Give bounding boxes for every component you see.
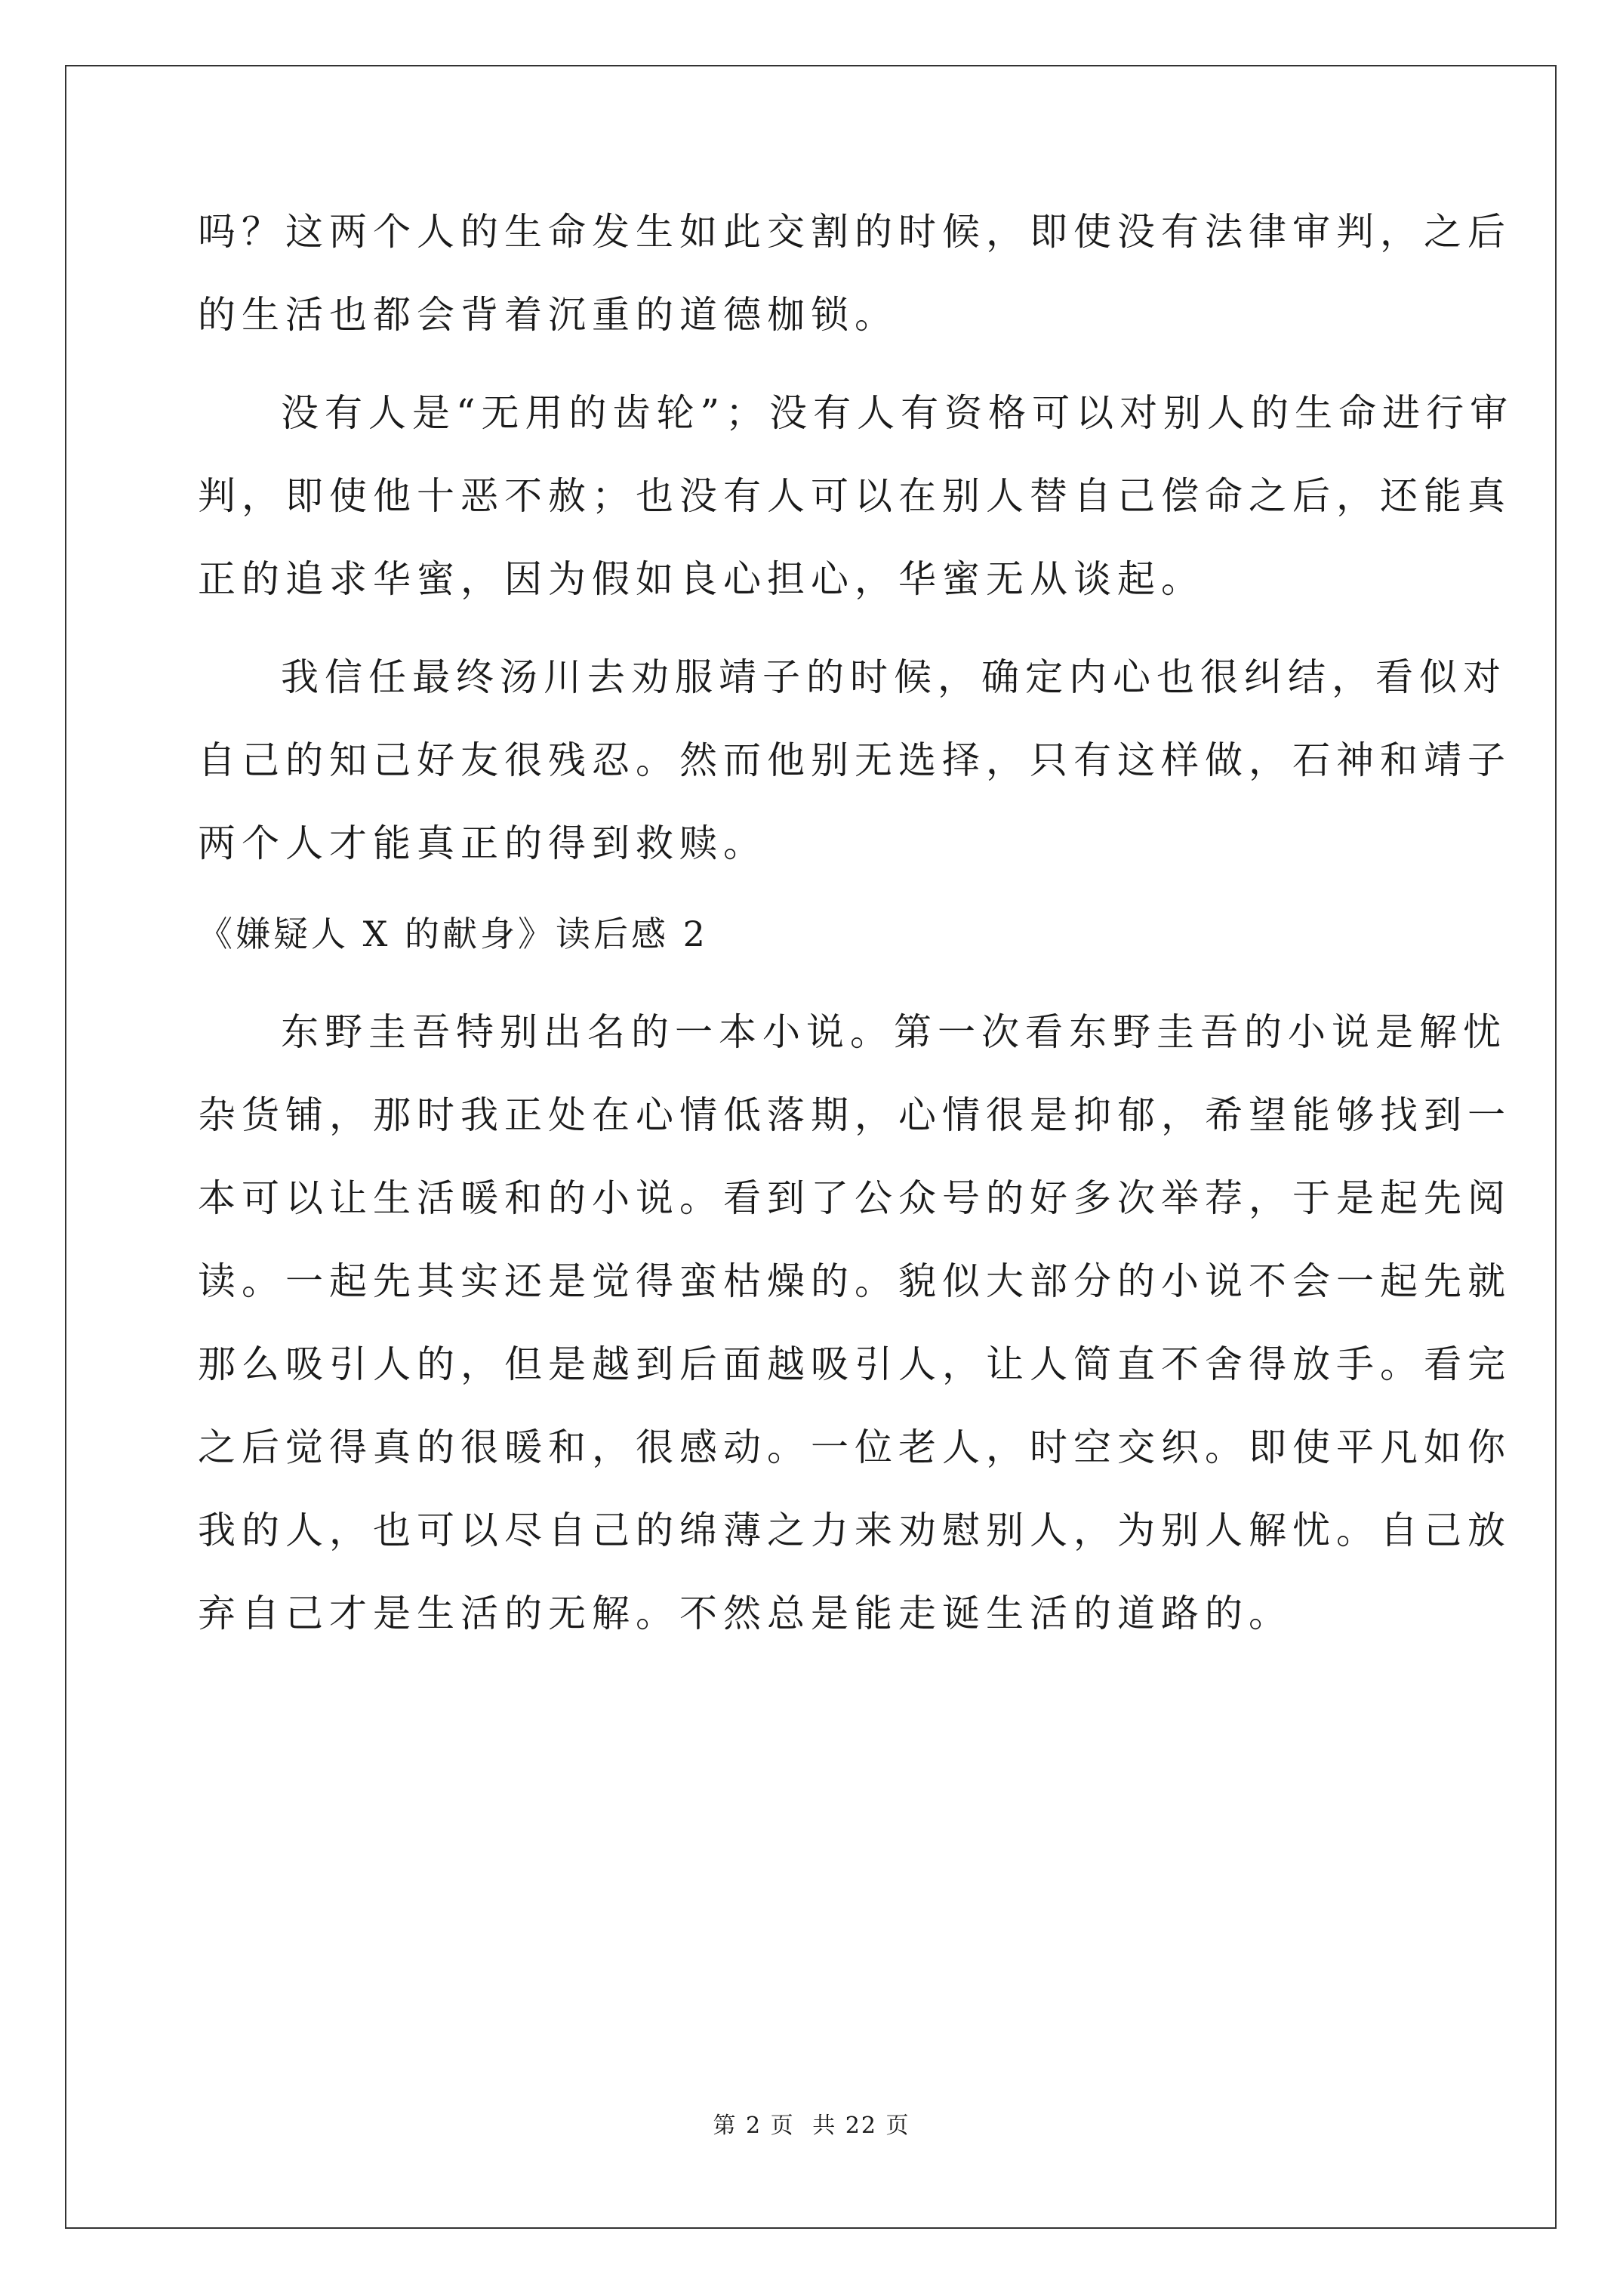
text-line: 那么吸引人的，但是越到后面越吸引人，让人简直不舍得放手。看完	[198, 1342, 1511, 1386]
page-number: 第 2 页	[713, 2113, 795, 2139]
text-line: 的生活也都会背着沉重的道德枷锁。	[198, 293, 898, 337]
page-footer	[0, 2111, 1623, 2141]
text-line: 弃自己才是生活的无解。不然总是能走诞生活的道路的。	[198, 1592, 1292, 1635]
paragraph-start-line: 我信任最终汤川去劝服靖子的时候，确定内心也很纠结，看似对	[281, 655, 1507, 699]
text-line: 判，即使他十恶不赦；也没有人可以在别人替自己偿命之后，还能真	[198, 474, 1511, 518]
text-line: 杂货铺，那时我正处在心情低落期，心情很是抑郁，希望能够找到一	[198, 1093, 1511, 1137]
page-total: 共 22 页	[812, 2113, 910, 2139]
text-line: 之后觉得真的很暖和，很感动。一位老人，时空交织。即使平凡如你	[198, 1425, 1511, 1469]
text-line: 两个人才能真正的得到救赎。	[198, 821, 767, 865]
text-line: 自己的知己好友很残忍。然而他别无选择，只有这样做，石神和靖子	[198, 738, 1511, 782]
text-line: 吗？这两个人的生命发生如此交割的时候，即使没有法律审判，之后	[198, 210, 1511, 254]
text-line: 正的追求华蜜，因为假如良心担心，华蜜无从谈起。	[198, 557, 1205, 601]
text-line: 我的人，也可以尽自己的绵薄之力来劝慰别人，为别人解忧。自己放	[198, 1509, 1511, 1552]
paragraph-start-line: 东野圭吾特别出名的一本小说。第一次看东野圭吾的小说是解忧	[281, 1010, 1507, 1054]
section-heading: 《嫌疑人 X 的献身》读后感 2	[198, 914, 708, 954]
text-line: 本可以让生活暖和的小说。看到了公众号的好多次举荐，于是起先阅	[198, 1176, 1511, 1220]
text-line: 读。一起先其实还是觉得蛮枯燥的。貌似大部分的小说不会一起先就	[198, 1259, 1511, 1303]
paragraph-start-line: 没有人是“无用的齿轮”；没有人有资格可以对别人的生命进行审	[281, 391, 1514, 435]
